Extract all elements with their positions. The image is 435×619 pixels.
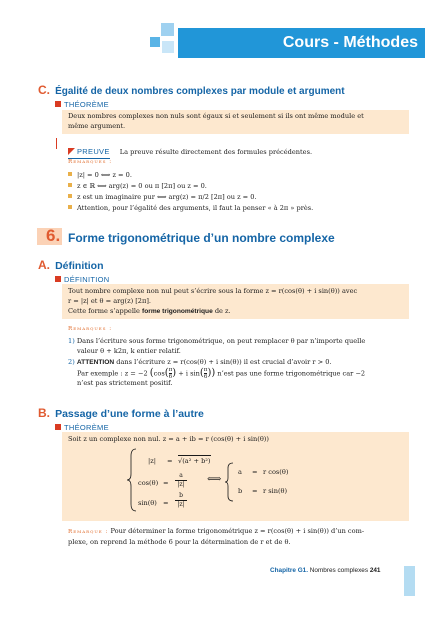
proof-text: La preuve résulte directement des formules précédentes. — [119, 148, 313, 156]
bullet-icon — [68, 172, 72, 176]
fraction: b |z| — [175, 492, 187, 509]
section-number: 6. — [46, 226, 61, 245]
square-bullet-icon — [55, 101, 61, 107]
bullet-icon — [68, 194, 72, 198]
remarks-label: Remarques : — [68, 159, 113, 165]
system-lhs: cos(θ) — [138, 479, 159, 487]
system-rhs: r sin(θ) — [263, 487, 288, 495]
remark-line: plexe, on reprend la méthode 6 pour la détermination de r et de θ. — [68, 538, 291, 546]
list-item: |z| = 0 ⟺ z = 0. — [68, 170, 132, 180]
proof-tag: PREUVE — [68, 139, 110, 159]
theorem-text-line: Soit z un complexe non nul. z = a + ib = r (cos(θ) + i sin(θ)) — [68, 435, 269, 443]
section-a-heading — [38, 254, 104, 273]
theorem-box — [62, 432, 409, 521]
system-eq: = — [252, 487, 258, 495]
theorem-text-line: même argument. — [68, 122, 126, 130]
section-letter: A. — [38, 258, 50, 272]
equivalence-icon: ⟺ — [207, 474, 222, 485]
section-c-heading — [38, 79, 345, 98]
square-bullet-icon — [55, 276, 61, 282]
system-eq: = — [163, 499, 169, 507]
list-item: 1) Dans l’écriture sous forme trigonométrique, on peut remplacer θ par n’importe quelle — [68, 337, 366, 345]
section-letter: C. — [38, 83, 50, 97]
system-lhs: sin(θ) — [138, 499, 157, 507]
left-brace-icon — [126, 448, 138, 512]
page-header-title: Cours - Méthodes — [282, 34, 418, 51]
square-bullet-icon — [55, 424, 61, 430]
definition-text-line: r = |z| et θ = arg(z) [2π]. — [68, 297, 152, 305]
section-title: Forme trigonométrique d’un nombre complexe — [68, 231, 335, 245]
definition-text-line: Tout nombre complexe non nul peut s’écrire sous la forme z = r(cos(θ) + i sin(θ)) avec — [68, 287, 358, 295]
bullet-icon — [68, 205, 72, 209]
section-letter: B. — [38, 406, 50, 420]
header-decor-square — [162, 41, 174, 53]
example-line: Par exemple : z = −2 (cos( $\frac{\pi}{6}$ ) + i sin( $\frac{\pi}{6}$ )) n’est pas une forme trigonométrique car −2 — [77, 367, 366, 380]
proof-line — [68, 139, 312, 159]
page-footer: Chapitre G1. Nombres complexes 241 — [270, 567, 381, 574]
section-title: Égalité de deux nombres complexes par module et argument — [55, 86, 345, 97]
definition-text-line: Cette forme s’appelle forme trigonométrique de z. — [68, 307, 231, 315]
list-item: z ∈ ℝ ⟺ arg(z) = 0 ou π [2π] ou z = 0. — [68, 181, 207, 191]
definition-tag: DÉFINITION — [55, 275, 110, 284]
list-item-continued: valeur θ + k2π, k entier relatif. — [77, 347, 181, 355]
section-b-heading — [38, 402, 204, 421]
system-rhs: r cos(θ) — [263, 468, 289, 476]
bullet-icon — [68, 183, 72, 187]
section-title: Définition — [55, 260, 104, 272]
fraction: a |z| — [175, 472, 187, 489]
system-lhs: b — [238, 487, 243, 495]
system-rhs: √(a² + b²) — [178, 457, 211, 465]
system-eq: = — [163, 479, 169, 487]
proof-triangle-icon — [68, 148, 75, 155]
theorem-tag: THÉORÈME — [55, 423, 109, 432]
system-lhs: a — [238, 468, 242, 476]
list-item: Attention, pour l’égalité des arguments, il faut la penser « à 2π » près. — [68, 203, 313, 213]
header-decor-square — [150, 37, 160, 47]
system-lhs: |z| — [148, 457, 156, 465]
footer-decor-bar — [404, 566, 415, 596]
remarks-label: Remarques : — [68, 326, 113, 332]
list-item: z est un imaginaire pur ⟺ arg(z) = π/2 [2π] ou z = 0. — [68, 192, 257, 202]
proof-rule — [56, 138, 57, 149]
header-decor-square — [161, 23, 174, 36]
theorem-tag: THÉORÈME — [55, 100, 109, 109]
theorem-text-line: Deux nombres complexes non nuls sont égaux si et seulement si ils ont même module et — [68, 112, 364, 120]
section-title: Passage d’une forme à l’autre — [55, 408, 204, 420]
remark-line: Remarque : Pour déterminer la forme trigonométrique z = r(cos(θ) + i sin(θ)) d’un com- — [68, 527, 365, 535]
list-item: 2) ATTENTION dans l’écriture z = r(cos(θ) + i sin(θ)) il est crucial d’avoir r > 0. — [68, 358, 332, 366]
left-brace-icon — [224, 462, 234, 502]
system-eq: = — [167, 457, 173, 465]
list-item-continued: n’est pas strictement positif. — [77, 379, 173, 387]
system-eq: = — [252, 468, 258, 476]
